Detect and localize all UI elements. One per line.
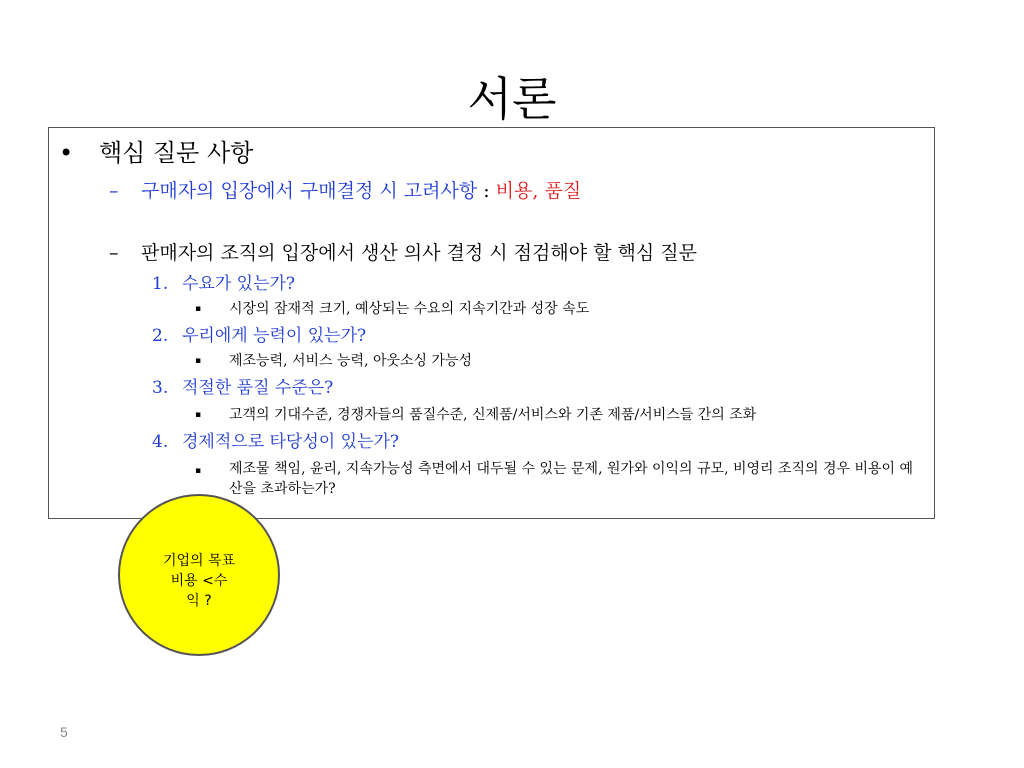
- callout-text: [120, 551, 278, 611]
- question-number: 3.: [152, 378, 169, 398]
- question-item: [152, 376, 333, 400]
- sub-bullet-seller: [109, 240, 697, 266]
- question-detail: [195, 459, 915, 499]
- detail-text: 제조능력, 서비스 능력, 아웃소싱 가능성: [229, 353, 473, 369]
- question-text: 우리에게 능력이 있는가?: [182, 326, 367, 346]
- goal-callout-circle: [118, 494, 280, 656]
- square-bullet-icon: ▪: [195, 304, 202, 314]
- question-detail: [195, 299, 589, 319]
- question-detail: [195, 351, 472, 371]
- dash-marker: –: [109, 242, 119, 264]
- question-text: 경제적으로 타당성이 있는가?: [182, 432, 399, 452]
- detail-text: 제조물 책임, 윤리, 지속가능성 측면에서 대두될 수 있는 문제, 원가와 이익의 규모, 비영리 조직의 경우 비용이 예산을 초과하는가?: [229, 461, 914, 497]
- question-item: [152, 430, 399, 454]
- bullet-marker: •: [59, 139, 74, 167]
- callout-line: 익 ?: [186, 593, 212, 609]
- sub-bullet-buyer: [109, 178, 581, 204]
- question-text: 수요가 있는가?: [182, 274, 296, 294]
- dash-marker: –: [109, 180, 119, 202]
- main-bullet-text: 핵심 질문 사항: [99, 139, 254, 167]
- question-item: [152, 272, 295, 296]
- question-number: 4.: [152, 432, 169, 452]
- callout-line: 비용 <수: [170, 573, 228, 589]
- square-bullet-icon: ▪: [195, 410, 202, 420]
- question-text: 적절한 품질 수준은?: [182, 378, 334, 398]
- question-item: [152, 324, 366, 348]
- square-bullet-icon: ▪: [195, 466, 202, 476]
- content-box: [48, 127, 935, 519]
- page-number: 5: [60, 724, 68, 740]
- question-number: 2.: [152, 326, 169, 346]
- detail-text: 고객의 기대수준, 경쟁자들의 품질수준, 신제품/서비스와 기존 제품/서비스들 간의 조화: [229, 407, 757, 423]
- question-detail: [195, 405, 756, 425]
- slide-title: 서론: [467, 72, 557, 126]
- buyer-consideration-text: 구매자의 입장에서 구매결정 시 고려사항: [141, 180, 478, 202]
- separator: :: [477, 180, 496, 202]
- seller-question-text: 판매자의 조직의 입장에서 생산 의사 결정 시 점검해야 할 핵심 질문: [141, 242, 697, 264]
- main-bullet: [59, 138, 253, 168]
- detail-text: 시장의 잠재적 크기, 예상되는 수요의 지속기간과 성장 속도: [229, 301, 590, 317]
- square-bullet-icon: ▪: [195, 356, 202, 366]
- cost-quality-highlight: 비용, 품질: [495, 180, 582, 202]
- question-number: 1.: [152, 274, 169, 294]
- callout-line: 기업의 목표: [162, 553, 236, 569]
